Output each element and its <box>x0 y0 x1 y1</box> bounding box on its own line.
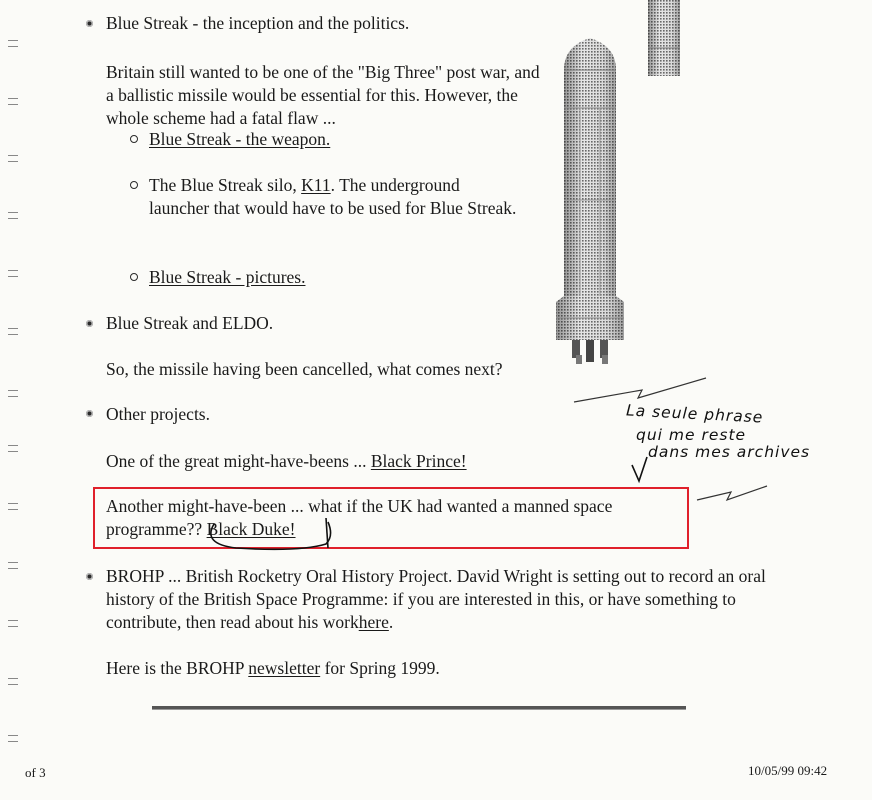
section-heading-other-projects: Other projects. <box>106 404 210 424</box>
hand-drawn-circle <box>200 508 340 554</box>
brohp-text-end: . <box>388 612 394 632</box>
edge-mark <box>8 155 18 162</box>
brohp-text: BROHP ... British Rocketry Oral History Project. David Wright is setting out to record an oral history of the British Space Programme: if you are interested in this, or have something to contribute, then read about his work <box>106 566 766 632</box>
sub-bullet <box>130 181 138 189</box>
link-blue-streak-pictures[interactable]: Blue Streak - pictures. <box>149 267 306 287</box>
annotation-line-3: dans mes archives <box>648 443 811 461</box>
bullet <box>86 320 93 327</box>
newsletter-text-post: for Spring 1999. <box>320 658 440 678</box>
edge-mark <box>8 620 18 627</box>
edge-mark <box>8 40 18 47</box>
edge-mark <box>8 735 18 742</box>
newsletter-text-pre: Here is the BROHP <box>106 658 249 678</box>
edge-mark <box>8 562 18 569</box>
section-heading-blue-streak: Blue Streak - the inception and the politics. <box>106 13 410 33</box>
edge-mark <box>8 678 18 685</box>
bullet <box>86 20 93 27</box>
edge-mark <box>8 98 18 105</box>
edge-mark <box>8 390 18 397</box>
bullet <box>86 410 93 417</box>
link-newsletter[interactable]: newsletter <box>248 658 321 678</box>
bullet <box>86 573 93 580</box>
link-k11[interactable]: K11 <box>301 175 331 195</box>
edge-mark <box>8 212 18 219</box>
silo-text-post: . The underground launcher that would have to be used for Blue Streak. <box>149 175 517 218</box>
section-paragraph: So, the missile having been cancelled, what comes next? <box>106 359 503 379</box>
black-duke-line <box>106 495 686 541</box>
silo-item <box>149 174 521 220</box>
sub-bullet <box>130 273 138 281</box>
silo-text-pre: The Blue Streak silo, <box>149 175 302 195</box>
black-duke-text: Another might-have-been ... what if the UK had wanted a manned space programme?? <box>106 496 613 539</box>
section-brohp <box>106 565 786 634</box>
rocket-illustration <box>540 0 700 372</box>
newsletter-line <box>106 657 606 680</box>
section-heading-eldo: Blue Streak and ELDO. <box>106 313 274 333</box>
link-here[interactable]: here <box>358 612 389 632</box>
link-blue-streak-weapon[interactable]: Blue Streak - the weapon. <box>149 129 331 149</box>
page-count: of 3 <box>25 765 46 780</box>
link-black-duke[interactable]: Black Duke! <box>206 519 296 539</box>
edge-mark <box>8 270 18 277</box>
annotation-line-1: La seule phrase <box>625 401 764 427</box>
edge-mark <box>8 445 18 452</box>
section-paragraph: Britain still wanted to be one of the "Big Three" post war, and a ballistic missile would be essential for this. However, the whole scheme had a fatal flaw ... <box>106 62 540 128</box>
print-datetime: 10/05/99 09:42 <box>748 763 828 778</box>
hand-drawn-arrow <box>695 482 775 508</box>
annotation-line-2: qui me reste <box>636 426 747 444</box>
black-prince-text: One of the great might-have-beens ... <box>106 451 371 471</box>
checkmark-icon <box>630 455 650 485</box>
edge-mark <box>8 503 18 510</box>
link-black-prince[interactable]: Black Prince! <box>370 451 467 471</box>
edge-mark <box>8 328 18 335</box>
sub-bullet <box>130 135 138 143</box>
horizontal-rule <box>152 706 686 710</box>
black-prince-line <box>106 450 566 473</box>
